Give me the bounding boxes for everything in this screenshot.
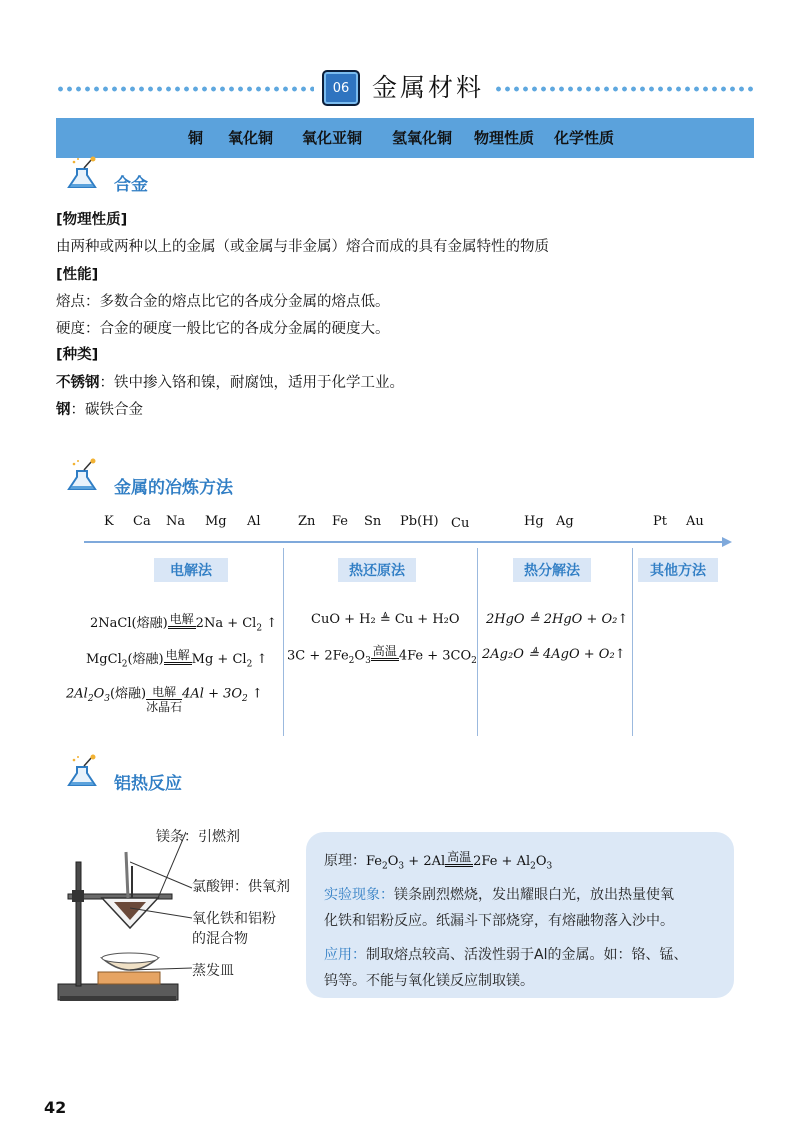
equation-fe2o3-c: $3C + 2Fe_2O_3$ 高温 $4Fe + 3CO_2$ — [287, 644, 477, 667]
section-title-alloy: 合金 — [114, 175, 148, 195]
melting-text: 熔点：多数合金的熔点比它的各成分金属的熔点低。 — [56, 294, 390, 310]
equation-nacl: 2NaCl(熔融) 电解 $2Na + Cl_2$ ↑ — [90, 611, 278, 634]
steel-label: 钢 — [56, 402, 71, 418]
equation-mgcl2: MgCl$_2$(熔融) 电解 $Mg + Cl_2$ ↑ — [86, 647, 268, 670]
header-dots-left — [56, 86, 314, 92]
keyword-item: 物理性质 — [474, 129, 535, 147]
phenomenon-text: 镁条剧烈燃烧，发出耀眼白光，放出热量使氧 — [394, 887, 674, 903]
keyword-item: 化学性质 — [554, 129, 615, 147]
divider — [477, 548, 478, 736]
application-line-1 — [324, 944, 687, 964]
chapter-title: 金属材料 — [372, 73, 485, 102]
metal-symbol: Pb(H) — [400, 514, 439, 529]
equation-cuo: CuO + H₂ ≜ Cu + H₂O — [311, 612, 460, 627]
principle-label: 原理： — [324, 853, 366, 869]
keyword-item: 铜 — [188, 129, 204, 147]
phenomenon-label: 实验现象： — [324, 887, 394, 903]
keyword-bar — [56, 118, 754, 158]
method-other: 其他方法 — [638, 558, 718, 582]
phenomenon-line-2: 化铁和铝粉反应。纸漏斗下部烧穿，有熔融物落入沙中。 — [324, 913, 674, 929]
metal-symbol: Fe — [332, 514, 349, 529]
method-thermal-reduction: 热还原法 — [338, 558, 416, 582]
metal-symbol: Zn — [298, 514, 316, 529]
keyword-item: 氧化亚铜 — [302, 129, 363, 147]
eq-catalyst: 冰晶石 — [146, 700, 183, 714]
page-number: 42 — [44, 1098, 67, 1117]
types-heading: [种类] — [56, 347, 99, 363]
chapter-number-badge — [322, 70, 360, 106]
flask-icon — [66, 458, 100, 494]
eq-part: (熔融) — [127, 652, 164, 667]
label-magnesium-strip: 镁条：引燃剂 — [156, 829, 240, 845]
physical-text: 由两种或两种以上的金属（或金属与非金属）熔合而成的具有金属特性的物质 — [56, 239, 549, 255]
label-evaporating-dish: 蒸发皿 — [192, 963, 234, 979]
metal-symbol: K — [104, 514, 114, 529]
eq-condition: 电解 — [146, 686, 182, 700]
gas-arrow: ↑ — [251, 686, 263, 702]
label-mixture-2: 的混合物 — [192, 931, 248, 947]
eq-condition: 电解 — [164, 649, 192, 665]
eq-part: MgCl — [86, 652, 122, 667]
metal-symbol: Cu — [451, 516, 470, 531]
stainless-label: 不锈钢 — [56, 375, 100, 391]
eq-part: Mg + Cl — [191, 652, 247, 667]
metal-symbol: Pt — [653, 514, 667, 529]
eq-part: Fe — [366, 854, 383, 869]
application-text: 制取熔点较高、活泼性弱于Al的金属。如：铬、锰、 — [366, 947, 688, 963]
flask-icon — [66, 754, 100, 790]
metal-symbol: Ca — [133, 514, 151, 529]
header-dots-right — [494, 86, 756, 92]
method-thermal-decomposition: 热分解法 — [513, 558, 591, 582]
section-title-smelting: 金属的冶炼方法 — [114, 478, 233, 498]
eq-part: 2Fe + Al — [473, 854, 531, 869]
metal-symbol: Mg — [205, 514, 227, 529]
metal-symbol: Na — [166, 514, 186, 529]
keyword-item: 氢氧化铜 — [392, 129, 453, 147]
eq-condition: 高温 — [445, 851, 473, 867]
divider — [632, 548, 633, 736]
metal-symbol: Sn — [364, 514, 382, 529]
equation-hgo: 2HgO ≜ 2HgO + O₂↑ — [486, 612, 629, 627]
application-label: 应用： — [324, 947, 366, 963]
hardness-text: 硬度：合金的硬度一般比它的各成分金属的硬度大。 — [56, 321, 390, 337]
gas-arrow: ↑ — [266, 616, 278, 631]
principle-line: 原理：$Fe_2O_3 + 2Al$ 高温 $2Fe + Al_2O_3$ — [324, 849, 553, 872]
eq-condition: 高温 — [371, 645, 399, 661]
keyword-item: 氧化铜 — [228, 129, 274, 147]
equation-al2o3: $2Al_2O_3$(熔融) 电解 冰晶石 $4Al + 3O_2$ ↑ — [66, 685, 263, 714]
method-electrolysis: 电解法 — [154, 558, 228, 582]
eq-part: 4Al + 3O — [182, 686, 243, 702]
metal-symbol: Au — [686, 514, 704, 529]
activity-arrow — [84, 536, 734, 548]
eq-condition: 电解 — [168, 613, 196, 629]
performance-heading: [性能] — [56, 267, 99, 283]
metal-symbol: Ag — [556, 514, 574, 529]
steel-line — [56, 398, 143, 419]
stainless-text: ：铁中掺入铬和镍，耐腐蚀，适用于化学工业。 — [99, 375, 404, 391]
eq-part: 2Al — [66, 686, 88, 702]
thermite-info-box — [306, 832, 734, 998]
steel-text: ：碳铁合金 — [70, 402, 143, 418]
stainless-line — [56, 371, 404, 392]
label-leader-lines — [130, 838, 196, 978]
metal-symbol: Al — [247, 514, 261, 529]
eq-part: 3C + 2Fe — [287, 648, 349, 664]
divider — [283, 548, 284, 736]
eq-part: 2Na + Cl — [195, 616, 257, 631]
label-potassium-chlorate: 氯酸钾：供氧剂 — [192, 879, 290, 895]
chapter-number: 06 — [332, 80, 350, 96]
application-line-2: 钨等。不能与氧化镁反应制取镁。 — [324, 973, 534, 989]
label-mixture-1: 氧化铁和铝粉 — [192, 911, 276, 927]
flask-icon — [66, 156, 100, 192]
equation-ag2o: 2Ag₂O ≜ 4AgO + O₂↑ — [482, 647, 626, 662]
eq-part: 4Fe + 3CO — [398, 648, 472, 664]
physical-heading: [物理性质] — [56, 212, 128, 228]
phenomenon-line-1 — [324, 884, 674, 904]
gas-arrow: ↑ — [256, 652, 268, 667]
section-title-thermite: 铝热反应 — [114, 774, 182, 794]
metal-symbol: Hg — [524, 514, 544, 529]
eq-part: 2NaCl(熔融) — [90, 616, 168, 631]
